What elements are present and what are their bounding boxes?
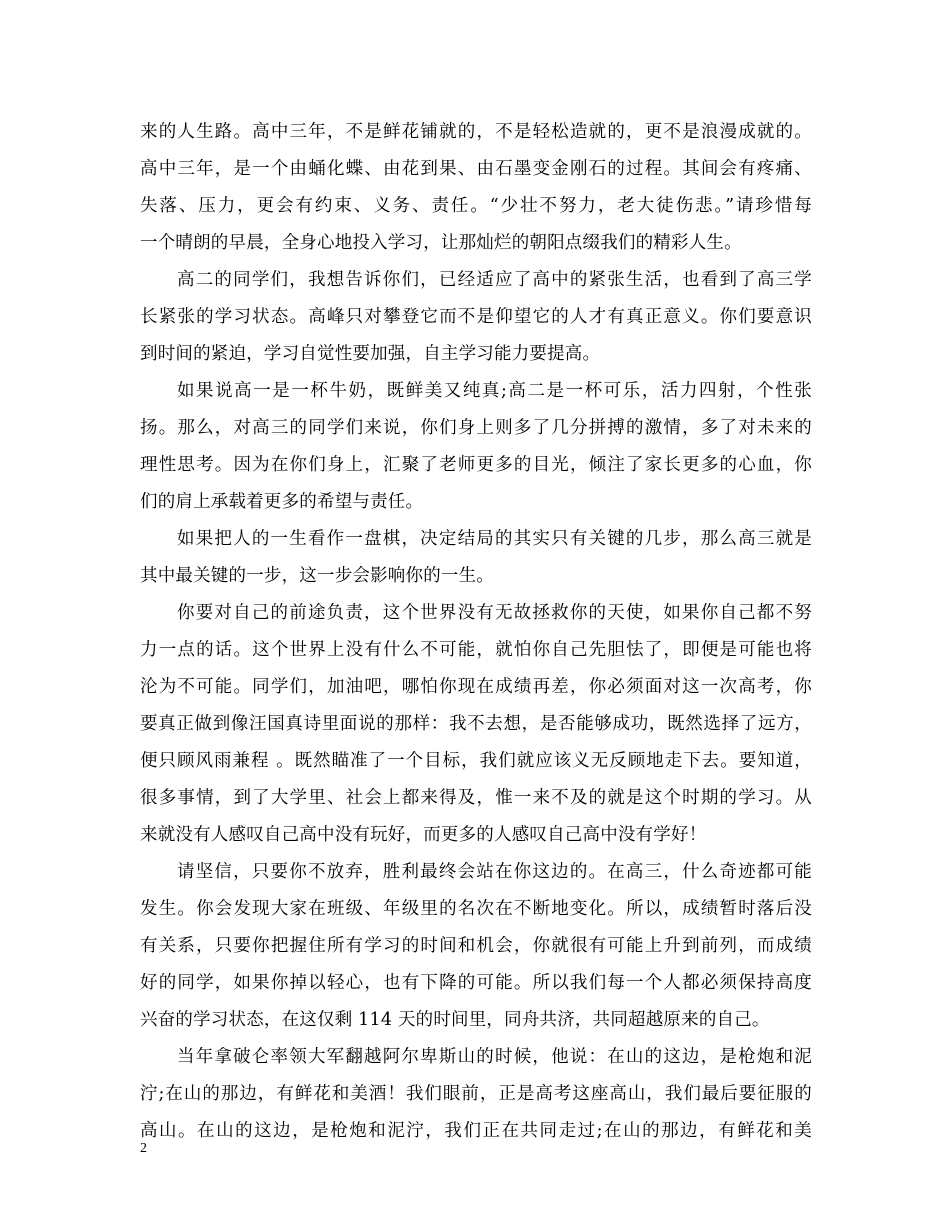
text-line: 请坚信，只要你不放弃，胜利最终会站在你这边的。在高三，什么奇迹都可能 <box>177 862 812 882</box>
text-line: 理性思考。因为在你们身上，汇聚了老师更多的目光，倾注了家长更多的心血，你 <box>140 455 812 475</box>
text-line: 兴奋的学习状态，在这仅剩 114 天的时间里，同舟共济，共同超越原来的自己。 <box>140 1010 770 1030</box>
text-line: 当年拿破仑率领大军翻越阿尔卑斯山的时候，他说：在山的这边，是枪炮和泥 <box>177 1047 812 1067</box>
text-line: 其中最关键的一步，这一步会影响你的一生。 <box>140 566 494 586</box>
text-line: 失落、压力，更会有约束、义务、责任。“少壮不努力，老大徒伤悲。”请珍惜每 <box>140 196 812 216</box>
text-line: 到时间的紧迫，学习自觉性要加强，自主学习能力要提高。 <box>140 344 601 364</box>
paragraph <box>140 521 812 595</box>
text-line: 泞;在山的那边，有鲜花和美酒！我们眼前，正是高考这座高山，我们最后要征服的 <box>140 1084 812 1104</box>
paragraph <box>140 854 812 1039</box>
text-line: 扬。那么，对高三的同学们来说，你们身上则多了几分拼搏的激情，多了对未来的 <box>140 418 812 438</box>
text-line: 们的肩上承载着更多的希望与责任。 <box>140 492 424 512</box>
text-line: 沦为不可能。同学们，加油吧，哪怕你现在成绩再差，你必须面对这一次高考，你 <box>140 677 812 697</box>
text-line: 要真正做到像汪国真诗里面说的那样：我不去想，是否能够成功，既然选择了远方， <box>140 714 812 734</box>
document-body <box>140 114 812 1150</box>
paragraph <box>140 114 812 262</box>
text-line: 高二的同学们，我想告诉你们，已经适应了高中的紧张生活，也看到了高三学 <box>177 270 812 290</box>
text-line: 力一点的话。这个世界上没有什么不可能，就怕你自己先胆怯了，即便是可能也将 <box>140 640 812 660</box>
paragraph <box>140 595 812 854</box>
text-line: 一个晴朗的早晨，全身心地投入学习，让那灿烂的朝阳点缀我们的精彩人生。 <box>140 233 742 253</box>
text-line: 高山。在山的这边，是枪炮和泥泞，我们正在共同走过;在山的那边，有鲜花和美 <box>140 1121 812 1141</box>
text-line: 来的人生路。高中三年，不是鲜花铺就的，不是轻松造就的，更不是浪漫成就的。 <box>140 122 812 142</box>
text-line: 很多事情，到了大学里、社会上都来得及，惟一来不及的就是这个时期的学习。从 <box>140 788 812 808</box>
paragraph <box>140 262 812 373</box>
page-number: 2 <box>140 1141 147 1156</box>
text-line: 有关系，只要你把握住所有学习的时间和机会，你就很有可能上升到前列，而成绩 <box>140 936 812 956</box>
text-line: 你要对自己的前途负责，这个世界没有无故拯救你的天使，如果你自己都不努 <box>177 603 812 623</box>
text-line: 如果把人的一生看作一盘棋，决定结局的其实只有关键的几步，那么高三就是 <box>177 529 812 549</box>
text-line: 便只顾风雨兼程 。既然瞄准了一个目标，我们就应该义无反顾地走下去。要知道， <box>140 751 812 771</box>
text-line: 好的同学，如果你掉以轻心，也有下降的可能。所以我们每一个人都必须保持高度 <box>140 973 812 993</box>
text-line: 高中三年，是一个由蛹化蝶、由花到果、由石墨变金刚石的过程。其间会有疼痛、 <box>140 159 812 179</box>
text-line: 如果说高一是一杯牛奶，既鲜美又纯真;高二是一杯可乐，活力四射，个性张 <box>177 381 812 401</box>
text-line: 发生。你会发现大家在班级、年级里的名次在不断地变化。所以，成绩暂时落后没 <box>140 899 812 919</box>
paragraph <box>140 1039 812 1150</box>
text-line: 来就没有人感叹自己高中没有玩好，而更多的人感叹自己高中没有学好！ <box>140 825 707 845</box>
text-line: 长紧张的学习状态。高峰只对攀登它而不是仰望它的人才有真正意义。你们要意识 <box>140 307 812 327</box>
paragraph <box>140 373 812 521</box>
